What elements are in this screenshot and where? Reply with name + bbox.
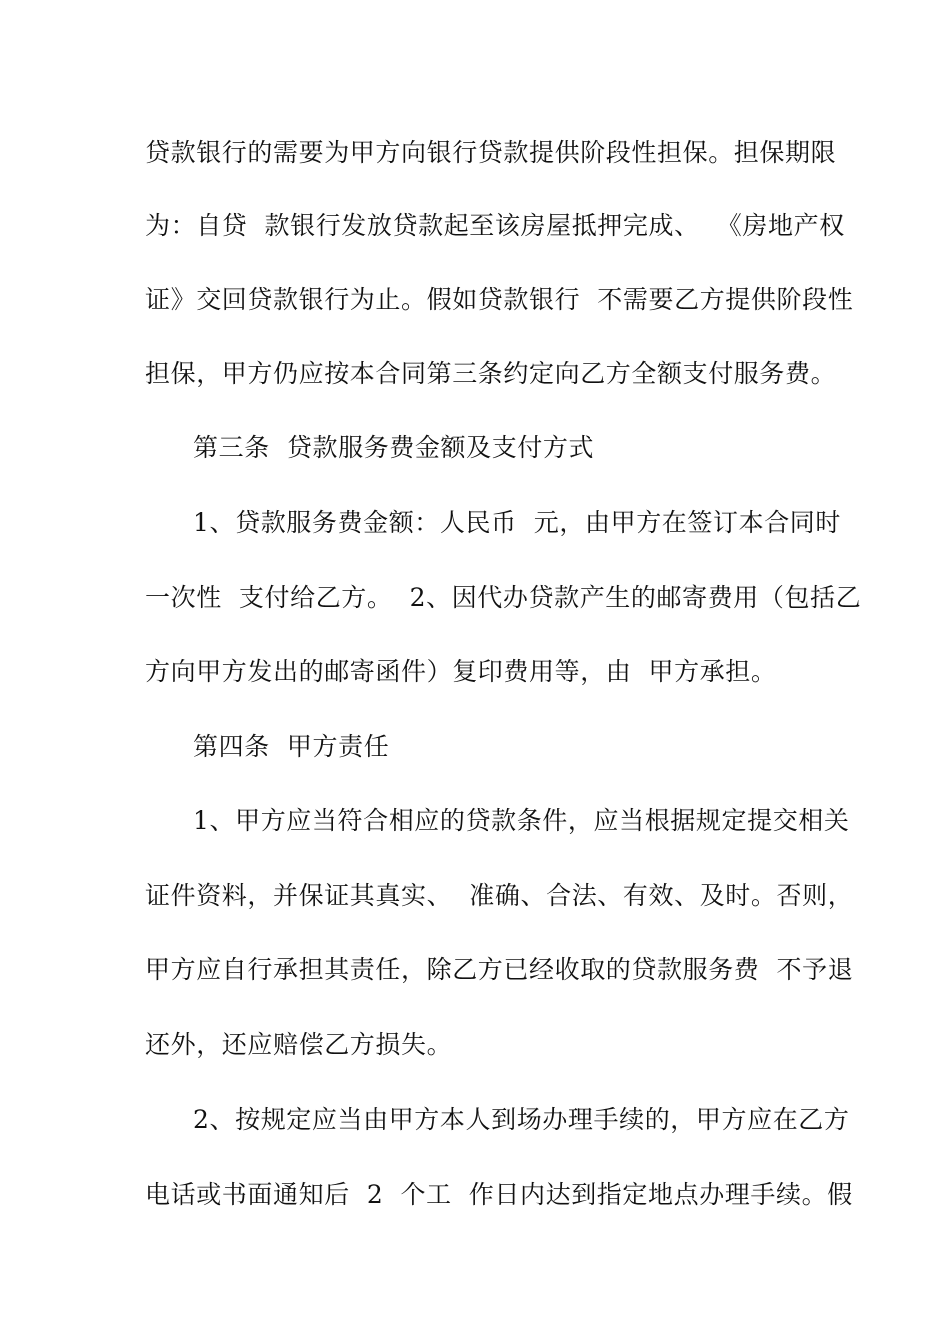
paragraph-line: 1、甲方应当符合相应的贷款条件，应当根据规定提交相关 <box>193 806 850 835</box>
paragraph-line: 为：自贷 款银行发放贷款起至该房屋抵押完成、 《房地产权 <box>145 211 845 240</box>
paragraph-line: 甲方应自行承担其责任，除乙方已经收取的贷款服务费 不予退 <box>145 955 854 984</box>
paragraph-line: 2、按规定应当由甲方本人到场办理手续的，甲方应在乙方 <box>193 1105 850 1134</box>
paragraph-line: 方向甲方发出的邮寄函件）复印费用等，由 甲方承担。 <box>145 657 777 686</box>
paragraph-line: 证》交回贷款银行为止。假如贷款银行 不需要乙方提供阶段性 <box>145 285 854 314</box>
paragraph-line: 证件资料，并保证其真实、 准确、合法、有效、及时。否则， <box>145 881 854 910</box>
paragraph-line: 担保，甲方仍应按本合同第三条约定向乙方全额支付服务费。 <box>145 359 837 388</box>
section-heading-article-4: 第四条 甲方责任 <box>193 732 390 761</box>
paragraph-line: 还外，还应赔偿乙方损失。 <box>145 1030 453 1059</box>
paragraph-line: 1、贷款服务费金额：人民币 元，由甲方在签订本合同时 <box>193 508 842 537</box>
paragraph-line: 电话或书面通知后 2 个工 作日内达到指定地点办理手续。假 <box>145 1180 853 1209</box>
paragraph-line: 贷款银行的需要为甲方向银行贷款提供阶段性担保。担保期限 <box>145 138 837 167</box>
section-heading-article-3: 第三条 贷款服务费金额及支付方式 <box>193 433 595 462</box>
paragraph-line: 一次性 支付给乙方。 2、因代办贷款产生的邮寄费用（包括乙 <box>145 583 862 612</box>
